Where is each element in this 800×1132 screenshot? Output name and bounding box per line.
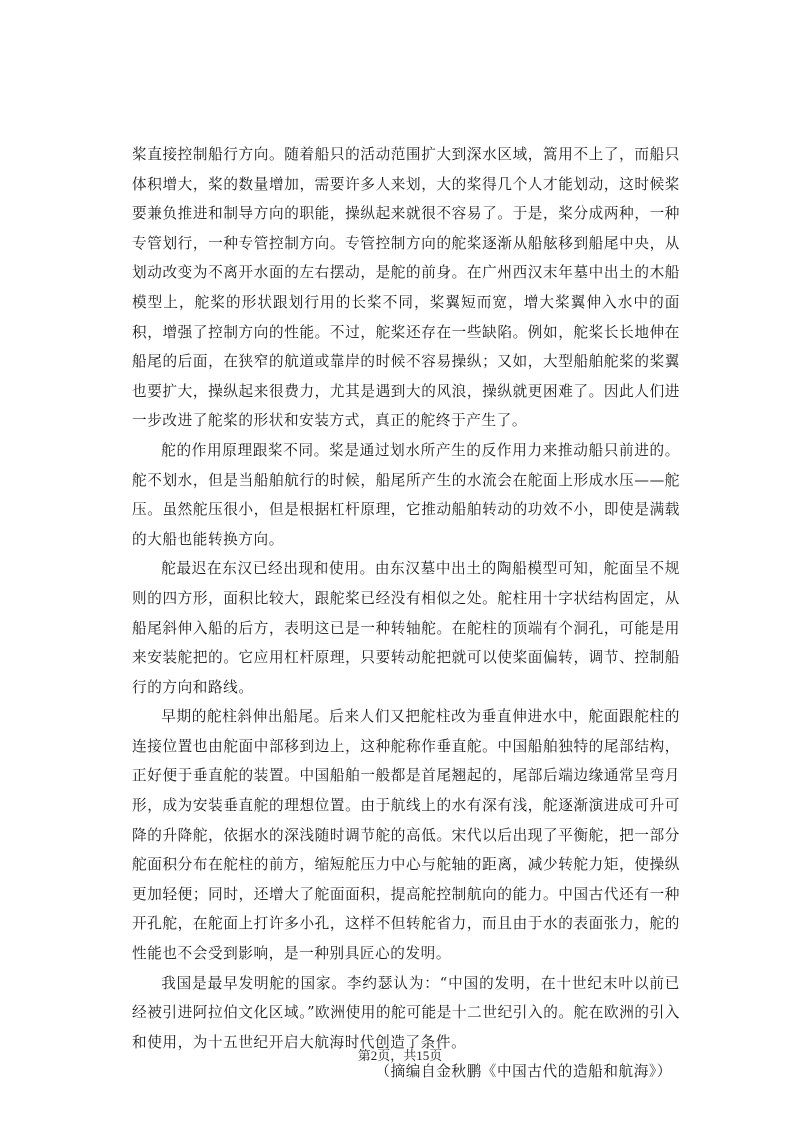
source-citation: （摘编自金秋鹏《中国古代的造船和航海》） xyxy=(375,1063,672,1081)
paragraph-2: 舵的作用原理跟桨不同。桨是通过划水所产生的反作用力来推动船只前进的。舵不划水，但是当船舶航行的时候，船尾所产生的水流会在舵面上形成水压——舵压。虽然舵压很小，但是根据杠杆原理，它推动船舶转动的功效不小，即使是满载的大船也能转换方向。 xyxy=(132,441,680,548)
paragraph-3: 舵最迟在东汉已经出现和使用。由东汉墓中出土的陶船模型可知，舵面呈不规则的四方形，面积比较大，跟舵桨已经没有相似之处。舵柱用十字状结构固定，从船尾斜伸入船的后方，表明这已是一种转轴舵。在舵柱的顶端有个洞孔，可能是用来安装舵把的。它应用杠杆原理，只要转动舵把就可以使桨面偏转，调节、控制船行的方向和路线。 xyxy=(132,560,680,696)
paragraph-5: 我国是最早发明舵的国家。李约瑟认为：“中国的发明，在十世纪末叶以前已经被引进阿拉伯文化区域。”欧洲使用的舵可能是十二世纪引入的。舵在欧洲的引入和使用，为十五世纪开启大航海时代创造了条件。 xyxy=(132,974,680,1051)
paragraph-1: 桨直接控制船行方向。随着船只的活动范围扩大到深水区域，篙用不上了，而船只体积增大，桨的数量增加，需要许多人来划，大的桨得几个人才能划动，这时候桨要兼负推进和制导方向的职能，操纵起来就很不容易了。于是，桨分成两种，一种专管划行，一种专管控制方向。专管控制方向的舵桨逐渐从船舷移到船尾中央，从划动改变为不离开水面的左右摆动，是舵的前身。在广州西汉末年墓中出土的木船模型上，舵桨的形状跟划行用的长桨不同，桨翼短而宽，增大桨翼伸入水中的面积，增强了控制方向的性能。不过，舵桨还存在一些缺陷。例如，舵桨长长地伸在船尾的后面，在狭窄的航道或靠岸的时候不容易操纵；又如，大型船舶舵桨的桨翼也要扩大，操纵起来很费力，尤其是遇到大的风浪，操纵就更困难了。因此人们进一步改进了舵桨的形状和安装方式，真正的舵终于产生了。 xyxy=(132,146,680,430)
paragraph-4: 早期的舵柱斜伸出船尾。后来人们又把舵柱改为垂直伸进水中，舵面跟舵柱的连接位置也由舵面中部移到边上，这种舵称作垂直舵。中国船舶独特的尾部结构，正好便于垂直舵的装置。中国船舶一般都是首尾翘起的，尾部后端边缘通常呈弯月形，成为安装垂直舵的理想位置。由于航线上的水有深有浅，舵逐渐演进成可升可降的升降舵，依据水的深浅随时调节舵的高低。宋代以后出现了平衡舵，把一部分舵面积分布在舵柱的前方，缩短舵压力中心与舵轴的距离，减少转舵力矩，使操纵更加轻便；同时，还增大了舵面面积，提高舵控制航向的能力。中国古代还有一种开孔舵，在舵面上打许多小孔，这样不但转舵省力，而且由于水的表面张力，舵的性能也不会受到影响，是一种别具匠心的发明。 xyxy=(132,708,680,963)
article-body xyxy=(132,140,680,1087)
page-number: 第2页，共15页 xyxy=(357,1048,443,1063)
